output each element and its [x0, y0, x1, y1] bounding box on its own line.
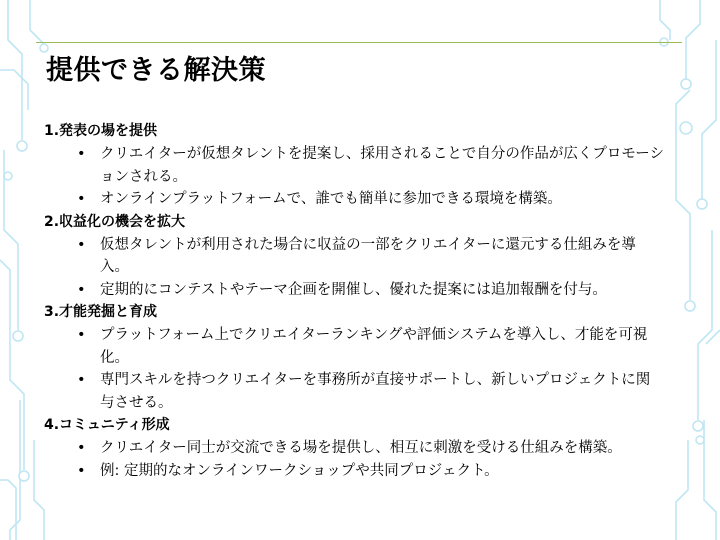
bullet-icon: • — [77, 236, 86, 253]
title-rule — [36, 42, 682, 43]
list-item-text: 仮想タレントが利用された場合に収益の一部をクリエイターに還元する仕組みを導入。 — [100, 236, 636, 275]
list-item — [44, 324, 664, 369]
section-heading: 4.コミュニティ形成 — [44, 417, 170, 433]
list-item-text: クリエイター同士が交流できる場を提供し、相互に刺激を受ける仕組みを構築。 — [100, 440, 622, 456]
list-item — [44, 188, 664, 211]
section-heading: 1.発表の場を提供 — [44, 123, 158, 139]
bullet-icon: • — [77, 372, 86, 388]
bullet-icon: • — [77, 462, 86, 479]
list-item-text: 定期的にコンテストやテーマ企画を開催し、優れた提案には追加報酬を付与。 — [100, 281, 607, 298]
bullet-icon: • — [77, 281, 86, 298]
slide-body — [44, 120, 664, 482]
list-item-text: 例: 定期的なオンラインワークショップや共同プロジェクト。 — [100, 462, 499, 479]
slide-title: 提供できる解決策 — [46, 55, 266, 86]
list-item-text: 専門スキルを持つクリエイターを事務所が直接サポートし、新しいプロジェクトに関与させる。 — [100, 372, 651, 411]
list-item — [44, 234, 664, 279]
list-item — [44, 369, 664, 414]
bullet-icon: • — [77, 146, 86, 162]
bullet-icon: • — [77, 327, 86, 343]
section-heading: 2.収益化の機会を拡大 — [44, 213, 186, 230]
list-item — [44, 437, 664, 460]
list-item — [44, 460, 664, 483]
section-heading: 3.才能発掘と育成 — [44, 304, 158, 320]
list-item-text: オンラインプラットフォームで、誰でも簡単に参加できる環境を構築。 — [100, 191, 562, 207]
list-item-text: プラットフォーム上でクリエイターランキングや評価システムを導入し、才能を可視化。 — [100, 327, 648, 366]
list-item — [44, 143, 664, 188]
bullet-icon: • — [77, 440, 86, 456]
list-item — [44, 279, 664, 302]
bullet-icon: • — [77, 191, 86, 207]
list-item-text: クリエイターが仮想タレントを提案し、採用されることで自分の作品が広くプロモーションされる。 — [100, 146, 664, 185]
